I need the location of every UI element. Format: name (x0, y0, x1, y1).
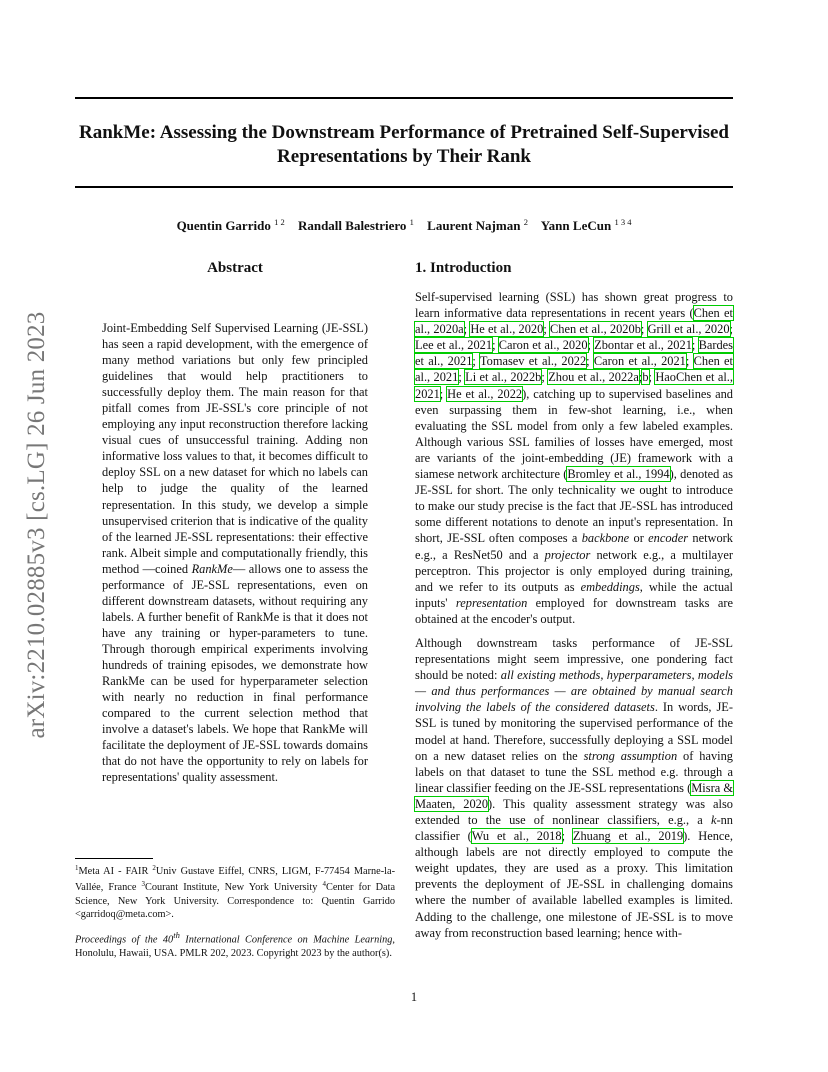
citation-link[interactable]: Zhou et al., 2022a (548, 370, 639, 385)
citation-link[interactable]: Chen et al., 2021 (415, 354, 733, 385)
citation-link[interactable]: Bardes et al., 2021 (415, 338, 733, 369)
author-name: Laurent Najman (427, 218, 521, 233)
text: network e.g., a ResNet50 and a (415, 531, 733, 562)
citation-link[interactable]: Lee et al., 2021 (415, 338, 493, 353)
text: or (629, 531, 649, 546)
author-list (75, 214, 733, 234)
abstract-heading: Abstract (207, 260, 263, 276)
citation-link[interactable]: He et al., 2022 (447, 386, 523, 401)
citation-link[interactable]: Tomasev et al., 2022 (479, 354, 587, 369)
text: Although downstream tasks performance of JE-SSL representations might seem impressive, one pondering fact should be noted: (415, 635, 733, 683)
text: of having labels on that dataset to tune the SSL method e.g. through a linear classifier feeding on the JE-SSL representations ( (415, 748, 733, 795)
author-name: Yann LeCun (540, 218, 612, 233)
text: -nn classifier ( (415, 813, 733, 844)
emphasis: strong assumption (583, 748, 678, 763)
proceedings-text: , Honolulu, Hawaii, USA. PMLR 202, 2023. Copyright 2023 by the author(s). (75, 934, 395, 959)
intro-paragraph-2: Although downstream tasks performance of JE-SSL representations might seem impressive, one pondering fact should be noted: all existing methods, hyperparameters, models — and thus performances — are obtained by manual search involving the labels of the considered datasets. In words, JE-SSL is tuned by monitoring the supervised performance of the model at hand. Therefore, successfully deploying a SSL model on a new dataset relies on the strong assumption of having labels on that dataset to tune the SSL method e.g. through a linear classifier feeding on the JE-SSL representations (Misra & Maaten, 2020). This quality assessment strategy was also extended to the use of nonlinear classifiers, e.g., a k-nn classifier (Wu et al., 2018; Zhuang et al., 2019). Hence, although labels are not directly employed to compute the weight updates, they are used as a proxy. This limitation prevents the deployment of JE-SSL in challenging domains where the number of available labelled examples is limited. Adding to the challenge, one milestone of JE-SSL is to move away from reconstruction based learning; hence with- (415, 635, 733, 940)
citation-link[interactable]: Grill et al., 2020 (647, 322, 730, 337)
citation-link[interactable]: He et al., 2020 (470, 322, 544, 337)
title-bottom-rule (75, 186, 733, 188)
aff-mark: 2 (152, 864, 156, 872)
abstract-text-cont: — allows one to assess the performance of JE-SSL representations, even on different downstream datasets, without requiring any labels. A further benefit of RankMe is that it does not have any training or hyper-parameters to tune. Through thorough empirical experiments involving hundreds of training episodes, we demonstrate how RankMe can be used for hyperparameter selection with nearly no reduction in final performance compared to the current selection method that involve a dataset's labels. We hope that RankMe will facilitate the deployment of JE-SSL towards domains that do not have the opportunity to rely on labels for representations' quality assessment. (102, 561, 369, 785)
top-rule (75, 97, 733, 99)
paper-title (75, 121, 733, 169)
aff-mark: 3 (141, 880, 145, 889)
emphasis: backbone (581, 531, 630, 546)
abstract-text: Joint-Embedding Self Supervised Learning (JE-SSL) has seen a rapid development, with the emergence of many method variations but only few principled guidelines that would help practitioners to successfully deploy them. The main reason for that pitfall comes from JE-SSL's core principle of not employing any input reconstruction therefore lacking visual cues of unsuccessful training. Adding non informative loss values to that, it becomes difficult to deploy SSL on a new dataset for which no labels can help to judge the quality of the learned representation. In this study, we develop a simple unsupervised criterion that is indicative of the quality of the learned JE-SSL representations: their effective rank. Albeit simple and computationally friendly, this method —coined (102, 321, 368, 576)
citation-link[interactable]: b (642, 370, 649, 385)
emphasis: embeddings (580, 579, 640, 594)
aff-mark: 1 (75, 864, 79, 872)
section-heading-introduction: 1. Introduction (415, 260, 512, 276)
citation-link[interactable]: Zbontar et al., 2021 (594, 338, 692, 353)
citation-link[interactable]: Wu et al., 2018 (471, 829, 562, 844)
citation-link[interactable]: Caron et al., 2021 (593, 354, 686, 369)
proceedings-italic-2: International Conference on Machine Learning (179, 934, 393, 946)
author-name: Randall Balestriero (297, 218, 407, 233)
aff-text: Meta AI - FAIR (78, 866, 153, 877)
proceedings-note (75, 929, 395, 960)
affiliations-footnote (75, 862, 395, 921)
citation-link[interactable]: HaoChen et al., 2021 (415, 370, 733, 401)
text: Self-supervised learning (SSL) has shown great progress to learn informative data representations in recent years ( (415, 290, 733, 321)
text: ), denoted as JE-SSL for short. The only technicality we ought to introduce to make our study precise is the fact that JE-SSL has introduced some different notations to denote an input's representation. In short, JE-SSL often composes a (415, 467, 734, 546)
introduction-body (415, 289, 733, 949)
method-name: RankMe (191, 561, 233, 576)
citation-link[interactable]: Chen et al., 2020a (415, 306, 733, 337)
text: , while the actual inputs' (415, 579, 733, 610)
aff-text: Univ Gustave Eiffel, CNRS, LIGM, F-77454 Marne-la-Vallée, France (75, 866, 396, 894)
title-line-1: RankMe: Assessing the Downstream Performance of Pretrained Self-Supervised (79, 122, 729, 143)
text: ). This quality assessment strategy was also extended to the use of nonlinear classifiers, e.g., a (415, 796, 733, 827)
citation-link[interactable]: Chen et al., 2020b (550, 322, 641, 337)
arxiv-identifier: arXiv:2210.02885v3 [cs.LG] 26 Jun 2023 (23, 311, 50, 739)
citation-link[interactable]: Zhuang et al., 2019 (572, 829, 684, 844)
aff-mark: 4 (322, 880, 326, 889)
page-number: 1 (410, 990, 418, 1004)
intro-paragraph-1: Self-supervised learning (SSL) has shown great progress to learn informative data representations in recent years (Chen et al., 2020a; He et al., 2020; Chen et al., 2020b; Grill et al., 2020; Lee et al., 2021; Caron et al., 2020; Zbontar et al., 2021; Bardes et al., 2021; Tomasev et al., 2022; Caron et al., 2021; Chen et al., 2021; Li et al., 2022b; Zhou et al., 2022a;b; HaoChen et al., 2021; He et al., 2022), catching up to supervised baselines and even surpassing them in few-shot learning, i.e., when evaluating the SSL model from only a few labeled examples. Although various SSL families of losses have emerged, most are variants of the joint-embedding (JE) framework with a siamese network architecture (Bromley et al., 1994), denoted as JE-SSL for short. The only technicality we ought to introduce to make our study precise is the fact that JE-SSL has introduced some different notations to denote an input's representation. In short, JE-SSL often composes a backbone or encoder network e.g., a ResNet50 and a projector network e.g., a multilayer perceptron. This projector is only employed during training, and we refer to its outputs as embeddings, while the actual inputs' representation employed for downstream tasks are obtained at the encoder's output. (415, 290, 734, 626)
emphasis: representation (455, 595, 528, 610)
author-affiliation: 1 (409, 217, 414, 227)
author-affiliation: 1 2 (274, 217, 285, 227)
emphasis: encoder (648, 531, 689, 546)
aff-text: Courant Institute, New York University (144, 882, 323, 894)
title-line-2: Representations by Their Rank (277, 146, 531, 167)
proceedings-italic: Proceedings of the 40 (75, 934, 174, 946)
aff-text: Center for Data Science, New York University. Correspondence to: Quentin Garrido <garridoq@meta.com>. (75, 882, 396, 920)
text: ), catching up to supervised baselines and even surpassing them in few-shot learning, i.e., when evaluating the SSL model from only a few labeled examples. Although various SSL families of losses have emerged, most are variants of the joint-embedding (JE) framework with a siamese network architecture ( (415, 386, 734, 482)
text: network e.g., a multilayer perceptron. This projector is only employed during training, and we refer to its outputs as (415, 547, 733, 594)
text: ). Hence, although labels are not directly employed to compute the weight updates, they are used as a proxy. This limitation prevents the deployment of JE-SSL in challenging domains where the number of available labelled examples is limited. Adding to the challenge, one milestone of JE-SSL is to move away from reconstruction based learning; hence with- (415, 829, 733, 940)
arxiv-sidebar (22, 290, 52, 760)
author-affiliation: 1 3 4 (614, 217, 632, 227)
text: employed for downstream tasks are obtained at the encoder's output. (415, 595, 734, 626)
emphasis: projector (544, 547, 591, 562)
author-affiliation: 2 (523, 217, 528, 227)
abstract-body (102, 320, 368, 785)
footnote-rule (75, 858, 153, 859)
proceedings-sup: th (173, 930, 180, 940)
citation-link[interactable]: Li et al., 2022b (465, 370, 542, 385)
citation-link[interactable]: Bromley et al., 1994 (567, 467, 670, 482)
author-name: Quentin Garrido (176, 218, 271, 233)
emphasis: all existing methods, hyperparameters, models — and thus performances — are obtained by manual search involving the labels of the considered datasets (415, 668, 733, 715)
math-variable: k (710, 813, 717, 827)
citation-link[interactable]: Caron et al., 2020 (498, 338, 588, 353)
text: . In words, JE-SSL is tuned by monitoring the supervised performance of the model at hand. Therefore, successfully deploying a SSL model on a new dataset relies on the (415, 700, 733, 763)
citation-link[interactable]: Misra & Maaten, 2020 (415, 780, 733, 811)
